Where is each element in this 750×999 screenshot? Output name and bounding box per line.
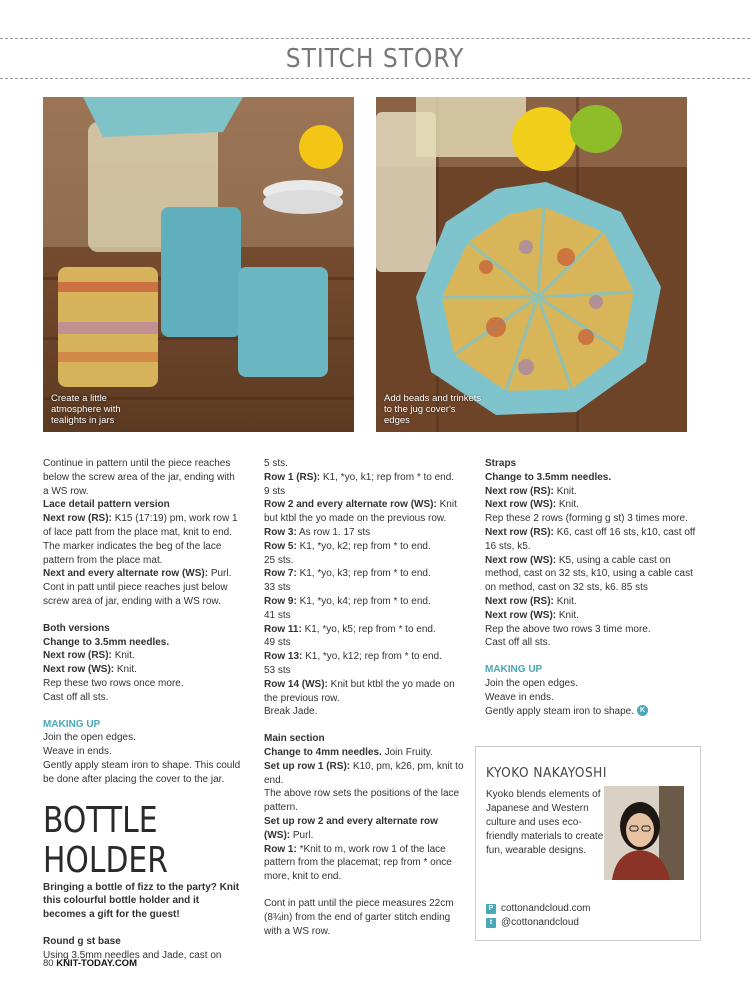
straps-line: Next row (WS): Knit.: [485, 499, 579, 511]
twitter-icon: t: [486, 918, 496, 928]
making-up-1: Join the open edges.: [43, 732, 136, 744]
twitter-link[interactable]: t @cottonandcloud: [486, 917, 579, 928]
pattern-row: Row 14 (WS): Knit but ktbl the yo made on the previous row.: [264, 678, 455, 704]
straps-line: Rep these 2 rows (forming g st) 3 times more.: [485, 513, 688, 525]
photo-caption-right: Add beads and trinkets to the jug cover's edges: [384, 393, 482, 426]
bottle-holder-title: BOTTLE HOLDER: [43, 799, 168, 881]
making-up-2-2: Weave in ends.: [485, 691, 554, 703]
next-row-rs: Next row (RS): K15 (17:19) pm, work row 1 of lace patt from the place mat, knit to end. The marker indicates the beg of the lace pattern from the place mat.: [43, 513, 238, 566]
website-link[interactable]: P cottonandcloud.com: [486, 903, 591, 914]
pattern-row: Row 5: K1, *yo, k2; rep from * to end.: [264, 540, 431, 552]
change-4mm: Change to 4mm needles. Join Fruity.: [264, 746, 433, 758]
making-up-2-3: Gently apply steam iron to shape. K: [485, 705, 700, 719]
making-up-2: Weave in ends.: [43, 746, 112, 758]
pattern-row: Row 1 (RS): K1, *yo, k1; rep from * to end.: [264, 471, 455, 483]
column-2: [264, 457, 466, 938]
pattern-row: 53 sts: [264, 664, 291, 676]
straps-line: Next row (WS): K5, using a cable cast on method, cast on 32 sts, k10, using a cable cast on method, cast on 32 sts, k6. 85 sts: [485, 554, 693, 594]
photo-doily: [376, 97, 687, 432]
pattern-row: Row 13: K1, *yo, k12; rep from * to end.: [264, 651, 442, 663]
pattern-row: Row 9: K1, *yo, k4; rep from * to end.: [264, 595, 431, 607]
both-versions: Both versions: [43, 622, 110, 634]
straps-heading: Straps: [485, 458, 517, 469]
ws-row: Next row (WS): Knit.: [43, 664, 137, 676]
designer-name: KYOKO NAKAYOSHI: [486, 765, 607, 781]
col1-para: Continue in pattern until the piece reaches below the screw area of the jar, ending with a WS row.: [43, 458, 235, 497]
pattern-row: Row 11: K1, *yo, k5; rep from * to end.: [264, 623, 436, 635]
straps-line: Next row (RS): Knit.: [485, 595, 577, 607]
straps-line: Next row (RS): Knit.: [485, 485, 577, 497]
pattern-row: 41 sts: [264, 609, 291, 621]
photo-jars: [43, 97, 354, 432]
pattern-row: Row 3: As row 1. 17 sts: [264, 526, 371, 538]
site-url: KNIT-TODAY.COM: [56, 958, 137, 969]
page-number: 80: [43, 958, 54, 969]
pattern-row: Row 7: K1, *yo, k3; rep from * to end.: [264, 568, 431, 580]
page-footer: [43, 958, 137, 969]
making-up-heading-2: MAKING UP: [485, 664, 543, 676]
knit-today-logo-icon: K: [637, 705, 648, 716]
pattern-row: 49 sts: [264, 637, 291, 649]
straps-line: Next row (RS): K6, cast off 16 sts, k10, cast off 16 sts, k5.: [485, 526, 696, 552]
section-title: STITCH STORY: [285, 44, 465, 74]
col2-first-line: 5 sts.: [264, 458, 288, 469]
making-up-3: Gently apply steam iron to shape. This could be done after placing the cover to the jar.: [43, 759, 241, 785]
above-row-note: The above row sets the positions of the lace pattern.: [264, 788, 460, 814]
pattern-row: 33 sts: [264, 582, 291, 594]
main-row-1: Row 1: *Knit to m, work row 1 of the lace pattern from the placemat; rep from * once more, knit to end.: [264, 843, 452, 883]
straps-change: Change to 3.5mm needles.: [485, 471, 612, 483]
column-1: [43, 457, 243, 963]
round-text: Using 3.5mm needles and Jade, cast on: [43, 949, 222, 961]
straps-line: Cast off all sts.: [485, 637, 551, 649]
setup-row-2: Set up row 2 and every alternate row (WS): Purl.: [264, 815, 438, 841]
making-up-2-1: Join the open edges.: [485, 677, 578, 689]
column-3: [485, 457, 700, 718]
header-rule-bottom: [0, 78, 750, 79]
straps-line: Rep the above two rows 3 time more.: [485, 623, 651, 635]
lace-heading: Lace detail pattern version: [43, 499, 170, 511]
bottle-intro: Bringing a bottle of fizz to the party? Knit this colourful bottle holder and it becomes a gift for the guest!: [43, 881, 240, 921]
next-alt-row: Next and every alternate row (WS): Purl. Cont in patt until piece reaches just below screw area of jar, ending with a WS row.: [43, 568, 232, 607]
designer-bio-box: [475, 746, 701, 941]
header-rule-top: [0, 38, 750, 39]
pattern-row: 25 sts.: [264, 554, 294, 566]
designer-photo: [604, 786, 684, 880]
setup-row-1: Set up row 1 (RS): K10, pm, k26, pm, knit to end.: [264, 760, 464, 786]
break-line: Break Jade.: [264, 706, 318, 718]
rs-row: Next row (RS): Knit.: [43, 650, 135, 662]
pattern-row: 9 sts: [264, 485, 286, 497]
making-up-heading: MAKING UP: [43, 718, 101, 730]
cont-patt: Cont in patt until the piece measures 22cm (8¾in) from the end of garter stitch ending with a WS row.: [264, 897, 454, 937]
round-heading: Round g st base: [43, 935, 121, 947]
repeat-line: Rep these two rows once more.: [43, 677, 184, 689]
pattern-row: Row 2 and every alternate row (WS): Knit but ktbl the yo made on the previous row.: [264, 499, 457, 525]
main-section-heading: Main section: [264, 733, 325, 745]
straps-line: Next row (WS): Knit.: [485, 609, 579, 621]
change-needles: Change to 3.5mm needles.: [43, 636, 170, 648]
photo-caption-left: Create a little atmosphere with tealights in jars: [51, 393, 121, 426]
cast-off-line: Cast off all sts.: [43, 691, 109, 703]
pinterest-icon: P: [486, 904, 496, 914]
designer-bio: Kyoko blends elements of Japanese and Western culture and uses eco-friendly materials to create fun, wearable designs.: [486, 789, 604, 856]
